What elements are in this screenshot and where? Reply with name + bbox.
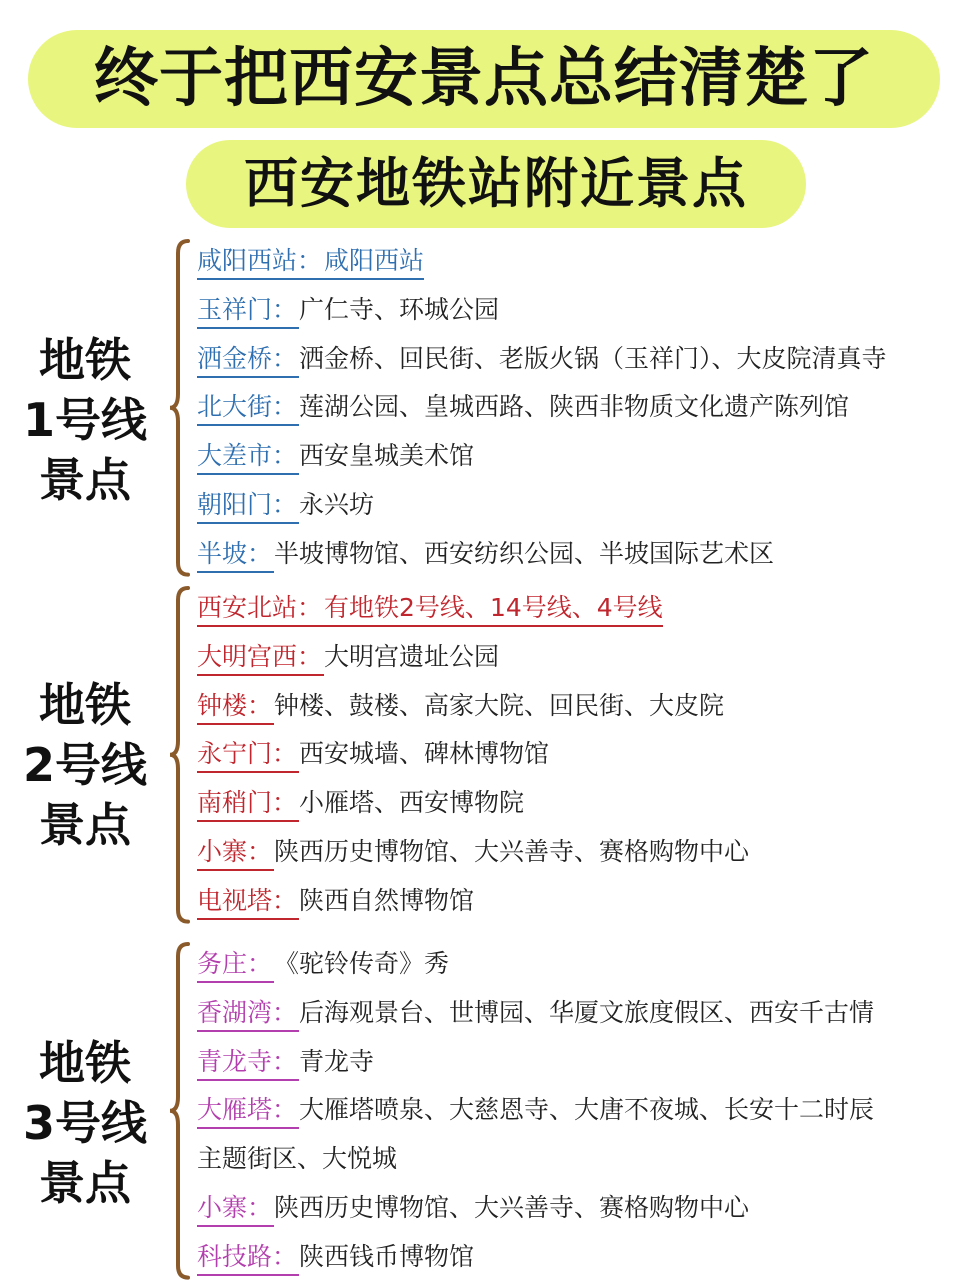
- nearby-sites: 陕西自然博物馆: [299, 885, 475, 915]
- colon: ：: [272, 885, 298, 915]
- station-list: [197, 940, 957, 1282]
- station-name-text: 青龙寺: [197, 1046, 273, 1076]
- nearby-sites: 半坡博物馆、西安纺织公园、半坡国际艺术区: [274, 538, 775, 568]
- colon: ：: [297, 641, 323, 671]
- nearby-sites: 陕西钱币博物馆: [299, 1241, 475, 1271]
- line-label-text: 景点: [39, 1156, 131, 1210]
- station-name: [197, 996, 299, 1032]
- line-label-text: 地铁: [39, 333, 131, 387]
- colon: ：: [272, 739, 298, 769]
- station-name-text: 务庄: [197, 949, 248, 978]
- station-name: [197, 1093, 299, 1129]
- station-name: [197, 689, 274, 725]
- station-name-text: 洒金桥: [197, 343, 273, 373]
- station-name: [197, 884, 299, 920]
- line-label-text: 景点: [39, 453, 131, 507]
- station-name-text: 玉祥门: [197, 294, 273, 324]
- station-row: [197, 730, 957, 779]
- colon: ：: [272, 1046, 298, 1076]
- station-name-text: 南稍门: [197, 788, 273, 818]
- station-name-text: 大明宫西: [197, 641, 298, 671]
- colon: ：: [297, 246, 323, 275]
- station-row: [197, 481, 957, 530]
- station-name: [197, 835, 274, 871]
- station-name-text: 永宁门: [197, 739, 273, 769]
- station-name-text: 大雁塔: [197, 1095, 273, 1125]
- station-name-text: 香湖湾: [197, 997, 273, 1027]
- line-section-1: [0, 237, 961, 579]
- station-row: [197, 584, 957, 633]
- station-row: [197, 1038, 957, 1087]
- colon: ：: [247, 538, 273, 568]
- station-name: [197, 439, 299, 475]
- station-name: [197, 342, 299, 378]
- colon: ：: [297, 593, 323, 622]
- station-row: [197, 432, 957, 481]
- nearby-sites: 西安皇城美术馆: [299, 441, 475, 471]
- station-name: [197, 947, 274, 983]
- station-name: [197, 737, 299, 773]
- nearby-sites: 永兴坊: [299, 489, 375, 519]
- station-row: [197, 779, 957, 828]
- nearby-sites: 后海观景台、世博园、华厦文旅度假区、西安千古情: [299, 997, 875, 1027]
- curly-brace: [168, 940, 192, 1282]
- curly-brace: [168, 584, 192, 926]
- curly-brace: [168, 237, 192, 579]
- line-label: [0, 1033, 170, 1213]
- station-row: [197, 940, 957, 989]
- line-label-text: 3号线: [22, 1096, 147, 1150]
- colon: ：: [272, 788, 298, 818]
- page-title: 终于把西安景点总结清楚了: [94, 42, 874, 116]
- station-name: [197, 1191, 274, 1227]
- nearby-sites: 洒金桥、回民街、老版火锅（玉祥门）、大皮院清真寺: [299, 343, 887, 373]
- colon: ：: [247, 1192, 273, 1222]
- line-label-text: 地铁: [39, 678, 131, 732]
- station-row: [197, 1086, 957, 1135]
- colon: ：: [272, 489, 298, 519]
- station-row: [197, 1233, 957, 1282]
- station-row: [197, 286, 957, 335]
- nearby-sites: 陕西历史博物馆、大兴善寺、赛格购物中心: [274, 836, 750, 866]
- line-label-text: 地铁: [39, 1036, 131, 1090]
- station-row: [197, 530, 957, 579]
- nearby-sites: 《驼铃传奇》秀: [274, 949, 450, 978]
- line-section-2: [0, 584, 961, 926]
- nearby-sites: 陕西历史博物馆、大兴善寺、赛格购物中心: [274, 1192, 750, 1222]
- colon: ：: [272, 392, 298, 422]
- station-name-text: 西安北站: [197, 593, 298, 622]
- station-name-text: 朝阳门: [197, 489, 273, 519]
- station-row: [197, 633, 957, 682]
- station-name-text: 钟楼: [197, 690, 248, 720]
- station-name-text: 电视塔: [197, 885, 273, 915]
- station-name: [197, 488, 299, 524]
- station-name: [197, 640, 324, 676]
- station-row: [197, 828, 957, 877]
- station-name-text: 北大街: [197, 392, 273, 422]
- station-row: [197, 237, 957, 286]
- station-name-text: 小寨: [197, 1192, 248, 1222]
- colon: ：: [272, 441, 298, 471]
- station-name: [197, 244, 424, 280]
- line-label-text: 1号线: [22, 393, 147, 447]
- station-list: [197, 584, 957, 926]
- nearby-sites: 大明宫遗址公园: [324, 641, 500, 671]
- station-name-text: 科技路: [197, 1241, 273, 1271]
- line-label-text: 景点: [39, 798, 131, 852]
- nearby-sites-continued: 主题街区、大悦城: [197, 1144, 398, 1174]
- colon: ：: [272, 294, 298, 324]
- colon: ：: [272, 343, 298, 373]
- station-name-text: 小寨: [197, 836, 248, 866]
- nearby-sites: 咸阳西站: [324, 246, 425, 275]
- station-name: [197, 591, 663, 627]
- station-name: [197, 293, 299, 329]
- station-name: [197, 1240, 299, 1276]
- station-row: [197, 877, 957, 926]
- colon: ：: [272, 1241, 298, 1271]
- station-row: [197, 989, 957, 1038]
- nearby-sites: 青龙寺: [299, 1046, 375, 1076]
- nearby-sites: 有地铁2号线、14号线、4号线: [324, 593, 663, 622]
- station-name-text: 半坡: [197, 538, 248, 568]
- station-row: [197, 682, 957, 731]
- colon: ：: [247, 949, 273, 978]
- station-name-text: 咸阳西站: [197, 246, 298, 275]
- colon: ：: [247, 690, 273, 720]
- nearby-sites: 莲湖公园、皇城西路、陕西非物质文化遗产陈列馆: [299, 392, 850, 422]
- station-row: [197, 335, 957, 384]
- nearby-sites: 小雁塔、西安博物院: [299, 788, 525, 818]
- line-label: [0, 675, 170, 855]
- station-row: [197, 383, 957, 432]
- station-name: [197, 537, 274, 573]
- colon: ：: [247, 836, 273, 866]
- station-list: [197, 237, 957, 579]
- page-subtitle: 西安地铁站附近景点: [244, 152, 748, 215]
- colon: ：: [272, 1095, 298, 1125]
- line-label-text: 2号线: [22, 738, 147, 792]
- nearby-sites: 大雁塔喷泉、大慈恩寺、大唐不夜城、长安十二时辰: [299, 1095, 875, 1125]
- line-label: [0, 330, 170, 510]
- colon: ：: [272, 997, 298, 1027]
- line-section-3: [0, 940, 961, 1282]
- station-name: [197, 1045, 299, 1081]
- station-name: [197, 786, 299, 822]
- nearby-sites: 钟楼、鼓楼、高家大院、回民街、大皮院: [274, 690, 725, 720]
- nearby-sites: 西安城墙、碑林博物馆: [299, 739, 550, 769]
- station-row: [197, 1184, 957, 1233]
- station-name: [197, 390, 299, 426]
- nearby-sites: 广仁寺、环城公园: [299, 294, 500, 324]
- station-name-text: 大差市: [197, 441, 273, 471]
